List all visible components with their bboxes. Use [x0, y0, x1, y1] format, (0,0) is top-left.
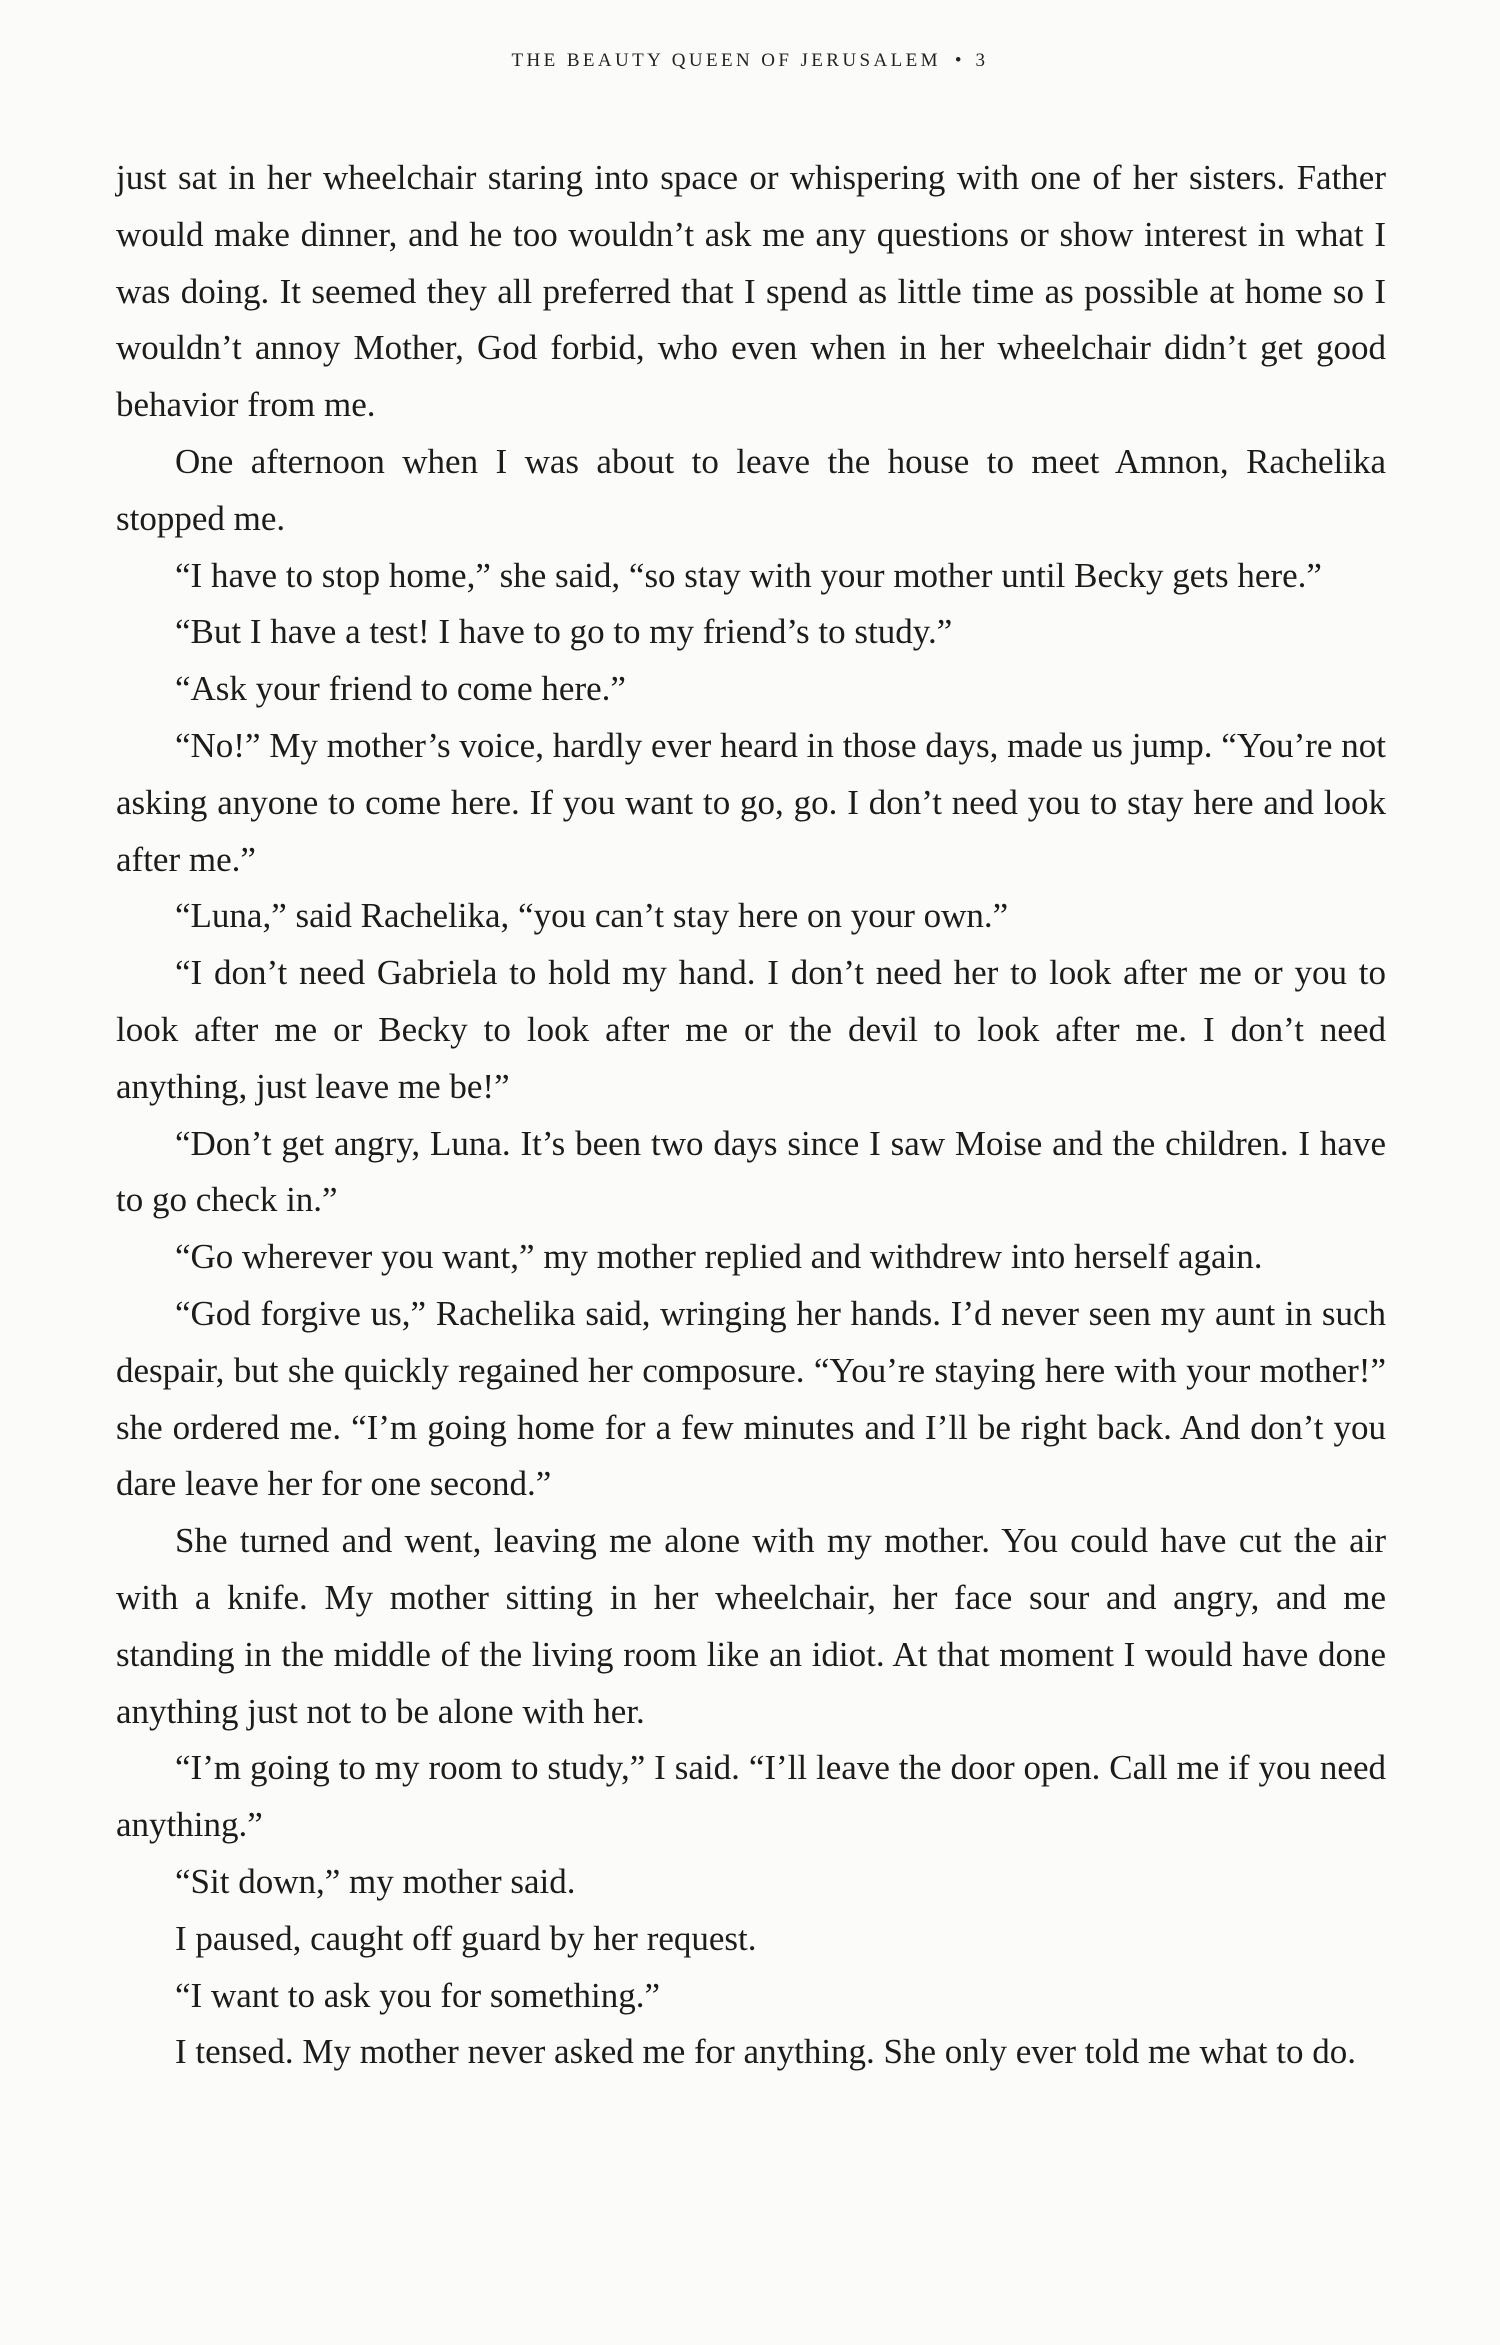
paragraph: I tensed. My mother never asked me for anything. She only ever told me what to do.	[175, 2032, 1356, 2072]
paragraph: I paused, caught off guard by her request.	[175, 1918, 757, 1958]
paragraph: She turned and went, leaving me alone with my mother. You could have cut the air with a knife. My mother sitting in her wheelchair, her face sour and angry, and me standing in the middle of the living room like an idiot. At that moment I would have done anything just not to be alone with her.	[116, 1521, 1386, 1731]
header-separator: •	[954, 50, 962, 71]
body-text	[116, 150, 1386, 2081]
paragraph: “But I have a test! I have to go to my friend’s to study.”	[175, 612, 953, 652]
paragraph: One afternoon when I was about to leave the house to meet Amnon, Rachelika stopped me.	[116, 441, 1386, 538]
paragraph: “God forgive us,” Rachelika said, wringing her hands. I’d never seen my aunt in such despair, but she quickly regained her composure. “You’re staying here with your mother!” she ordered me. “I’m going home for a few minutes and I’ll be right back. And don’t you dare leave her for one second.”	[116, 1293, 1386, 1504]
paragraph: “I want to ask you for something.”	[175, 1975, 661, 2015]
paragraph: “I have to stop home,” she said, “so stay with your mother until Becky gets here.”	[175, 555, 1322, 595]
running-head	[0, 50, 1500, 72]
paragraph: “Ask your friend to come here.”	[175, 669, 626, 709]
paragraph: “I don’t need Gabriela to hold my hand. I don’t need her to look after me or you to look after me or Becky to look after me or the devil to look after me. I don’t need anything, just leave me be!”	[116, 953, 1386, 1106]
paragraph: “Don’t get angry, Luna. It’s been two days since I saw Moise and the children. I have to go check in.”	[116, 1123, 1386, 1220]
paragraph: “Sit down,” my mother said.	[175, 1861, 576, 1901]
paragraph: “Go wherever you want,” my mother replied and withdrew into herself again.	[175, 1237, 1263, 1277]
paragraph: “No!” My mother’s voice, hardly ever heard in those days, made us jump. “You’re not asking anyone to come here. If you want to go, go. I don’t need you to stay here and look after me.”	[116, 725, 1386, 879]
paragraph: “I’m going to my room to study,” I said. “I’ll leave the door open. Call me if you need anything.”	[116, 1748, 1386, 1845]
book-title: THE BEAUTY QUEEN OF JERUSALEM	[511, 50, 941, 71]
page-number: 3	[975, 50, 989, 71]
paragraph: just sat in her wheelchair staring into space or whispering with one of her sisters. Father would make dinner, and he too wouldn’t ask me any questions or show interest in what I was doing. It seemed they all preferred that I spend as little time as possible at home so I wouldn’t annoy Mother, God forbid, who even when in her wheelchair didn’t get good behavior from me.	[116, 158, 1386, 425]
paragraph: “Luna,” said Rachelika, “you can’t stay here on your own.”	[175, 896, 1009, 936]
